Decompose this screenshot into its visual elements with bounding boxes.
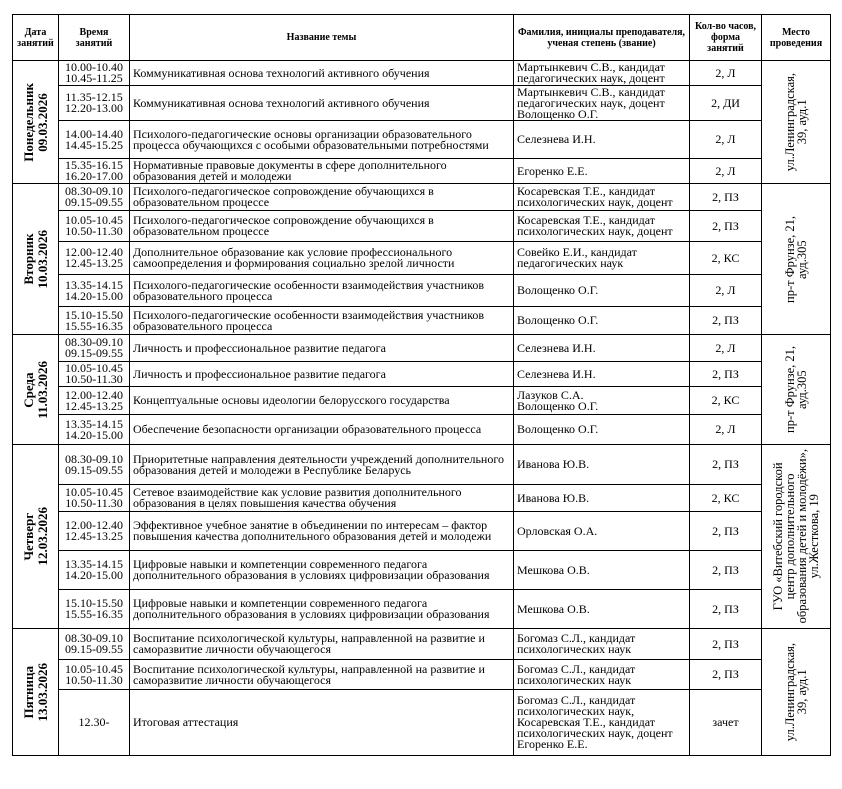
place-cell bbox=[762, 335, 831, 445]
hours-cell: 2, ПЗ bbox=[690, 211, 762, 242]
hours-cell: 2, ПЗ bbox=[690, 445, 762, 485]
place-line: пр-т Фрунзе, 21, bbox=[783, 346, 797, 433]
teacher-cell bbox=[514, 445, 690, 485]
day-cell bbox=[13, 629, 59, 756]
table-row bbox=[13, 211, 831, 242]
topic-cell: Эффективное учебное занятие в объединении по интересам – фактор повышения качества дополнительного образования детей и молодежи bbox=[130, 512, 514, 551]
time-slot: 09.15-09.55 bbox=[65, 462, 123, 477]
teacher-name: Совейко Е.И., кандидат педагогических наук bbox=[517, 245, 637, 270]
topic-cell: Психолого-педагогическое сопровождение обучающихся в образовательном процессе bbox=[130, 211, 514, 242]
time-slot: 10.05-10.45 bbox=[65, 485, 123, 499]
place-line: 39, ауд.1 bbox=[795, 669, 809, 715]
hours-cell: зачет bbox=[690, 690, 762, 756]
table-row bbox=[13, 159, 831, 184]
time-slot: 10.50-11.30 bbox=[65, 224, 123, 238]
day-cell bbox=[13, 335, 59, 445]
day-name: Среда bbox=[20, 371, 36, 408]
topic-cell: Цифровые навыки и компетенции современного педагога дополнительного образования в условиях цифровизации образования bbox=[130, 590, 514, 629]
time-cell bbox=[59, 335, 130, 362]
topic-cell: Психолого-педагогические особенности взаимодействия участников образовательного процесса bbox=[130, 307, 514, 335]
teacher-cell bbox=[514, 551, 690, 590]
teacher-cell bbox=[514, 415, 690, 445]
topic-cell: Итоговая аттестация bbox=[130, 690, 514, 756]
time-slot: 10.05-10.45 bbox=[65, 361, 123, 375]
time-slot: 13.35-14.15 bbox=[65, 416, 123, 431]
time-slot: 10.50-11.30 bbox=[65, 672, 123, 687]
teacher-name: Орловская О.А. bbox=[517, 523, 598, 538]
hours-cell: 2, Л bbox=[690, 159, 762, 184]
teacher-cell bbox=[514, 184, 690, 211]
teacher-name: Богомаз С.Л., кандидат психологических наук, bbox=[517, 693, 636, 718]
time-slot: 12.45-13.25 bbox=[65, 256, 123, 270]
time-slot: 10.45-11.25 bbox=[65, 71, 123, 85]
time-cell bbox=[59, 485, 130, 512]
day-name: Четверг bbox=[20, 512, 36, 561]
time-slot: 08.30-09.10 bbox=[65, 451, 123, 466]
teacher-name: Егоренко Е.Е. bbox=[517, 737, 588, 751]
teacher-name: Мешкова О.В. bbox=[517, 562, 590, 577]
time-slot: 15.55-16.35 bbox=[65, 607, 123, 621]
time-slot: 09.15-09.55 bbox=[65, 195, 123, 209]
table-row bbox=[13, 690, 831, 756]
teacher-name: Селезнева И.Н. bbox=[517, 366, 596, 381]
table-row bbox=[13, 61, 831, 86]
teacher-cell bbox=[514, 690, 690, 756]
header-teacher: Фамилия, инициалы преподавателя, ученая степень (звание) bbox=[514, 15, 690, 61]
schedule-body bbox=[13, 61, 831, 756]
hours-cell: 2, Л bbox=[690, 121, 762, 159]
topic-cell: Концептуальные основы идеологии белорусского государства bbox=[130, 387, 514, 415]
time-cell bbox=[59, 387, 130, 415]
time-cell bbox=[59, 415, 130, 445]
time-cell bbox=[59, 307, 130, 335]
teacher-cell bbox=[514, 307, 690, 335]
time-slot: 15.55-16.35 bbox=[65, 318, 123, 333]
topic-cell: Цифровые навыки и компетенции современного педагога дополнительного образования в условиях цифровизации образования bbox=[130, 551, 514, 590]
schedule-table bbox=[12, 14, 831, 756]
time-cell bbox=[59, 159, 130, 184]
hours-cell: 2, КС bbox=[690, 242, 762, 275]
teacher-cell bbox=[514, 660, 690, 690]
topic-cell: Личность и профессиональное развитие педагога bbox=[130, 362, 514, 387]
time-cell bbox=[59, 445, 130, 485]
table-row bbox=[13, 86, 831, 121]
topic-cell: Психолого-педагогические особенности взаимодействия участников образовательного процесса bbox=[130, 275, 514, 307]
hours-cell: 2, ПЗ bbox=[690, 629, 762, 660]
day-date: 11.03.2026 bbox=[34, 360, 50, 419]
hours-cell: 2, Л bbox=[690, 61, 762, 86]
place-line: образования детей и молодёжи», bbox=[795, 449, 809, 624]
place-cell bbox=[762, 445, 831, 629]
time-slot: 14.20-15.00 bbox=[65, 568, 123, 582]
table-row bbox=[13, 275, 831, 307]
teacher-cell bbox=[514, 590, 690, 629]
teacher-name: Мартынкевич С.В., кандидат педагогических наук, доцент bbox=[517, 60, 665, 85]
teacher-name: Иванова Ю.В. bbox=[517, 457, 590, 471]
teacher-name: Мартынкевич С.В., кандидат педагогических наук, доцент bbox=[517, 85, 665, 110]
hours-cell: 2, ДИ bbox=[690, 86, 762, 121]
time-slot: 12.30- bbox=[78, 715, 110, 729]
time-slot: 10.00-10.40 bbox=[65, 60, 123, 74]
place-cell bbox=[762, 61, 831, 184]
table-row bbox=[13, 485, 831, 512]
hours-cell: 2, ПЗ bbox=[690, 512, 762, 551]
place-line: пр-т Фрунзе, 21, bbox=[783, 215, 797, 303]
time-slot: 10.05-10.45 bbox=[65, 661, 123, 676]
time-cell bbox=[59, 690, 130, 756]
table-row bbox=[13, 121, 831, 159]
time-slot: 10.50-11.30 bbox=[65, 372, 123, 386]
place-line: 39, ауд.1 bbox=[795, 99, 809, 145]
time-cell bbox=[59, 61, 130, 86]
table-row bbox=[13, 629, 831, 660]
teacher-cell bbox=[514, 629, 690, 660]
time-cell bbox=[59, 590, 130, 629]
teacher-name: Селезнева И.Н. bbox=[517, 340, 596, 355]
hours-cell: 2, ПЗ bbox=[690, 590, 762, 629]
hours-cell: 2, КС bbox=[690, 485, 762, 512]
time-slot: 12.45-13.25 bbox=[65, 529, 123, 543]
time-slot: 08.30-09.10 bbox=[65, 631, 123, 645]
time-cell bbox=[59, 121, 130, 159]
topic-cell: Воспитание психологической культуры, направленной на развитие и саморазвитие личности обучающегося bbox=[130, 629, 514, 660]
hours-cell: 2, КС bbox=[690, 387, 762, 415]
time-slot: 13.35-14.15 bbox=[65, 277, 123, 292]
place-line: ГУО «Витебский городской bbox=[771, 462, 785, 611]
hours-cell: 2, ПЗ bbox=[690, 551, 762, 590]
topic-cell: Коммуникативная основа технологий активного обучения bbox=[130, 61, 514, 86]
table-row bbox=[13, 307, 831, 335]
header-time: Время занятий bbox=[59, 15, 130, 61]
hours-cell: 2, ПЗ bbox=[690, 660, 762, 690]
teacher-name: Селезнева И.Н. bbox=[517, 132, 596, 146]
teacher-cell bbox=[514, 512, 690, 551]
topic-cell: Сетевое взаимодействие как условие развития дополнительного образования в целях повышения качества обучения bbox=[130, 485, 514, 512]
time-slot: 13.35-14.15 bbox=[65, 557, 123, 571]
place-cell bbox=[762, 629, 831, 756]
time-cell bbox=[59, 362, 130, 387]
teacher-name: Богомаз С.Л., кандидат психологических наук bbox=[517, 631, 636, 656]
time-cell bbox=[59, 660, 130, 690]
topic-cell: Нормативные правовые документы в сфере дополнительного образования детей и молодежи bbox=[130, 159, 514, 184]
place-line: ауд.305 bbox=[795, 239, 809, 279]
time-slot: 11.35-12.15 bbox=[65, 90, 123, 104]
place-line: центр дополнительного bbox=[783, 473, 797, 600]
teacher-cell bbox=[514, 211, 690, 242]
time-slot: 12.00-12.40 bbox=[65, 387, 123, 402]
table-row bbox=[13, 242, 831, 275]
topic-cell: Воспитание психологической культуры, направленной на развитие и саморазвитие личности обучающегося bbox=[130, 660, 514, 690]
hours-cell: 2, Л bbox=[690, 275, 762, 307]
time-slot: 10.50-11.30 bbox=[65, 496, 123, 510]
table-row bbox=[13, 184, 831, 211]
table-row bbox=[13, 362, 831, 387]
day-cell bbox=[13, 61, 59, 184]
header-place: Место проведения bbox=[762, 15, 831, 61]
table-row bbox=[13, 551, 831, 590]
time-slot: 12.00-12.40 bbox=[65, 245, 123, 259]
day-date: 12.03.2026 bbox=[34, 507, 50, 566]
time-slot: 15.10-15.50 bbox=[65, 596, 123, 610]
place-cell bbox=[762, 184, 831, 335]
teacher-cell bbox=[514, 61, 690, 86]
teacher-name: Волощенко О.Г. bbox=[517, 313, 599, 327]
teacher-name: Волощенко О.Г. bbox=[517, 283, 599, 297]
teacher-name: Мешкова О.В. bbox=[517, 601, 590, 616]
time-slot: 10.05-10.45 bbox=[65, 213, 123, 227]
time-slot: 12.20-13.00 bbox=[65, 101, 123, 115]
time-cell bbox=[59, 184, 130, 211]
day-cell bbox=[13, 184, 59, 335]
time-slot: 16.20-17.00 bbox=[65, 169, 123, 183]
time-cell bbox=[59, 242, 130, 275]
day-date: 09.03.2026 bbox=[34, 92, 50, 152]
hours-cell: 2, Л bbox=[690, 415, 762, 445]
topic-cell: Психолого-педагогическое сопровождение обучающихся в образовательном процессе bbox=[130, 184, 514, 211]
teacher-name: Косаревская Т.Е., кандидат психологических наук, доцент bbox=[517, 715, 673, 740]
hours-cell: 2, ПЗ bbox=[690, 362, 762, 387]
time-slot: 09.15-09.55 bbox=[65, 346, 123, 360]
teacher-name: Егоренко Е.Е. bbox=[517, 163, 588, 178]
teacher-name: Косаревская Т.Е., кандидат психологических наук, доцент bbox=[517, 184, 673, 209]
hours-cell: 2, Л bbox=[690, 335, 762, 362]
time-cell bbox=[59, 629, 130, 660]
topic-cell: Обеспечение безопасности организации образовательного процесса bbox=[130, 415, 514, 445]
day-name: Понедельник bbox=[20, 82, 36, 162]
teacher-name: Иванова Ю.В. bbox=[517, 490, 590, 505]
teacher-cell bbox=[514, 335, 690, 362]
teacher-cell bbox=[514, 86, 690, 121]
table-row bbox=[13, 445, 831, 485]
header-topic: Название темы bbox=[130, 15, 514, 61]
time-slot: 14.45-15.25 bbox=[65, 137, 123, 152]
place-line: ул.Ленинградская, bbox=[783, 72, 797, 172]
table-row bbox=[13, 387, 831, 415]
teacher-name: Косаревская Т.Е., кандидат психологических наук, доцент bbox=[517, 213, 673, 238]
teacher-cell bbox=[514, 275, 690, 307]
teacher-cell bbox=[514, 362, 690, 387]
header-date: Дата занятий bbox=[13, 15, 59, 61]
table-row bbox=[13, 415, 831, 445]
teacher-cell bbox=[514, 387, 690, 415]
teacher-cell bbox=[514, 485, 690, 512]
teacher-name: Лазуков С.А. bbox=[517, 387, 584, 402]
teacher-name: Волощенко О.Г. bbox=[517, 398, 599, 413]
place-line: ауд.305 bbox=[795, 370, 809, 409]
hours-cell: 2, ПЗ bbox=[690, 307, 762, 335]
time-slot: 08.30-09.10 bbox=[65, 184, 123, 198]
teacher-cell bbox=[514, 159, 690, 184]
time-slot: 14.20-15.00 bbox=[65, 288, 123, 303]
time-cell bbox=[59, 551, 130, 590]
time-cell bbox=[59, 275, 130, 307]
hours-cell: 2, ПЗ bbox=[690, 184, 762, 211]
topic-cell: Приоритетные направления деятельности учреждений дополнительного образования детей и молодежи в Республике Беларусь bbox=[130, 445, 514, 485]
topic-cell: Коммуникативная основа технологий активного обучения bbox=[130, 86, 514, 121]
day-date: 13.03.2026 bbox=[34, 662, 50, 722]
time-slot: 14.00-14.40 bbox=[65, 126, 123, 141]
teacher-cell bbox=[514, 242, 690, 275]
table-row bbox=[13, 512, 831, 551]
table-row bbox=[13, 335, 831, 362]
header-row bbox=[13, 15, 831, 61]
day-date: 10.03.2026 bbox=[34, 229, 50, 289]
teacher-name: Волощенко О.Г. bbox=[517, 422, 599, 436]
time-slot: 15.35-16.15 bbox=[65, 158, 123, 172]
time-slot: 12.00-12.40 bbox=[65, 518, 123, 532]
place-line: ул.Ленинградская, bbox=[783, 642, 797, 742]
topic-cell: Психолого-педагогические основы организации образовательного процесса обучающихся с особыми образовательными потребностями bbox=[130, 121, 514, 159]
time-cell bbox=[59, 512, 130, 551]
topic-cell: Личность и профессиональное развитие педагога bbox=[130, 335, 514, 362]
teacher-cell bbox=[514, 121, 690, 159]
time-slot: 15.10-15.50 bbox=[65, 307, 123, 322]
day-name: Вторник bbox=[20, 233, 36, 285]
topic-cell: Дополнительное образование как условие профессионального самоопределения и формирования социально зрелой личности bbox=[130, 242, 514, 275]
place-line: ул.Жесткова, 19 bbox=[807, 494, 821, 579]
day-name: Пятница bbox=[20, 665, 36, 719]
table-row bbox=[13, 660, 831, 690]
time-slot: 14.20-15.00 bbox=[65, 427, 123, 442]
time-cell bbox=[59, 211, 130, 242]
time-slot: 12.45-13.25 bbox=[65, 398, 123, 413]
header-hours: Кол-во часов, форма занятий bbox=[690, 15, 762, 61]
time-slot: 08.30-09.10 bbox=[65, 335, 123, 349]
time-slot: 09.15-09.55 bbox=[65, 642, 123, 656]
teacher-name: Волощенко О.Г. bbox=[517, 106, 599, 121]
teacher-name: Богомаз С.Л., кандидат психологических наук bbox=[517, 661, 636, 687]
day-cell bbox=[13, 445, 59, 629]
time-cell bbox=[59, 86, 130, 121]
table-row bbox=[13, 590, 831, 629]
